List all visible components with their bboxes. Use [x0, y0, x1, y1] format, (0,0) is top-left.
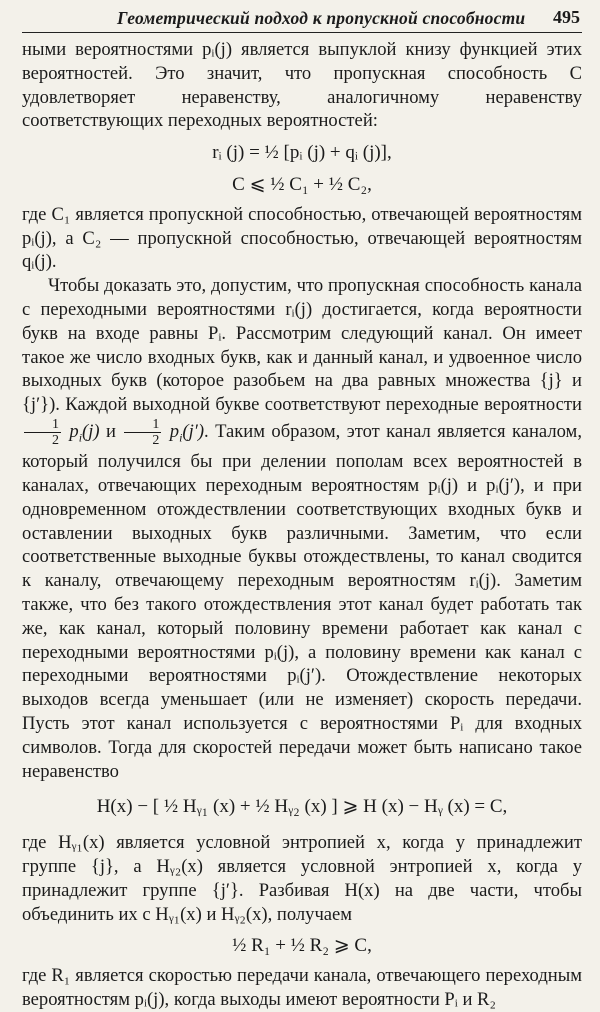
page-number: 495 [553, 7, 580, 27]
paragraph-3 [22, 274, 582, 783]
and-word: и [106, 420, 116, 442]
paragraph-4: где Hᵧ₁(x) является условной энтропией x, когда y принадлежит группе {j}, а Hᵧ₂(x) является условной энтропией x, когда y принадлежит группе {j′}. Разбивая H(x) на две части, чтобы объединить их с Hᵧ₁(x) и Hᵧ₂(x), получаем [22, 832, 582, 925]
paragraph-3-lead: Чтобы доказать это, допустим, что пропускная способность канала с переходными вероятностями rᵢ(j) достигается, когда вероятности букв на входе равны Pᵢ. Рассмотрим следующий канал. Он имеет такое же число входных букв, как и данный канал, и удвоенное число выходных букв (которое разобьем на два равных множества {j} и {j′}). Каждой выходной букве соответствуют переходные вероятности [22, 275, 582, 416]
equation-rates: ½ R₁ + ½ R₂ ⩾ C, [232, 935, 372, 957]
paragraph-2: где C₁ является пропускной способностью, отвечающей вероятностям pᵢ(j), а C₂ — пропускной способностью, отвечающей вероятностям qᵢ(j). [22, 203, 582, 273]
p-ij: $p_i(j)$ [69, 420, 100, 445]
running-header [22, 6, 582, 33]
equation-capacity: C ⩽ ½ C₁ + ½ C₂, [232, 173, 372, 195]
paragraph-5: где R₁ является скоростью передачи канала, отвечающего переходным вероятностям pᵢ(j), когда выходы имеют вероятности Pᵢ и R₂ [22, 965, 582, 1010]
running-title: Геометрический подход к пропускной способности [117, 8, 526, 28]
equation-r: rᵢ (j) = ½ [pᵢ (j) + qᵢ (j)], [212, 142, 392, 164]
paragraph-1: ными вероятностями pᵢ(j) является выпуклой книзу функцией этих вероятностей. Это значит, что пропускная способность C удовлетворяет неравенству, аналогичному неравенству соответствующих переходных вероятностей: [22, 39, 582, 132]
fraction-half-2: $\frac{1}{2}$ [124, 417, 161, 448]
equation-entropy: H(x) − [ ½ Hᵧ₁ (x) + ½ Hᵧ₂ (x) ] ⩾ H (x) − Hᵧ (x) = C, [96, 796, 508, 818]
fraction-half-1: $\frac{1}{2}$ [24, 417, 61, 448]
p-ij-prime: $p_i(j')$ [169, 420, 205, 445]
paragraph-3-mid-tail: . Таким образом, этот канал является [204, 420, 506, 442]
paragraph-3-rest: каналом, который получился бы при делении пополам всех вероятностей в каналах, отвечающих переходным вероятностям pᵢ(j) и pᵢ(j′), и при одновременном отождествлении соответствующих входных букв и оставлении выходных букв различными. Заметим, что если соответственные выходные буквы отождествлены, то канал сводится к каналу, отвечающему переходным вероятностям rᵢ(j). Заметим также, что без такого отождествления этот канал будет работать так же, как канал, который половину времени работает как канал с переходными вероятностями pᵢ(j), а половину времени как канал с переходными вероятностями pᵢ(j′). Отождествление некоторых выходов всегда уменьшает (или не изменяет) скорость передачи. Пусть этот канал используется с вероятностями Pᵢ для входных символов. Тогда для скоростей передачи может быть написано такое неравенство [22, 420, 582, 782]
page-body [22, 38, 582, 1012]
